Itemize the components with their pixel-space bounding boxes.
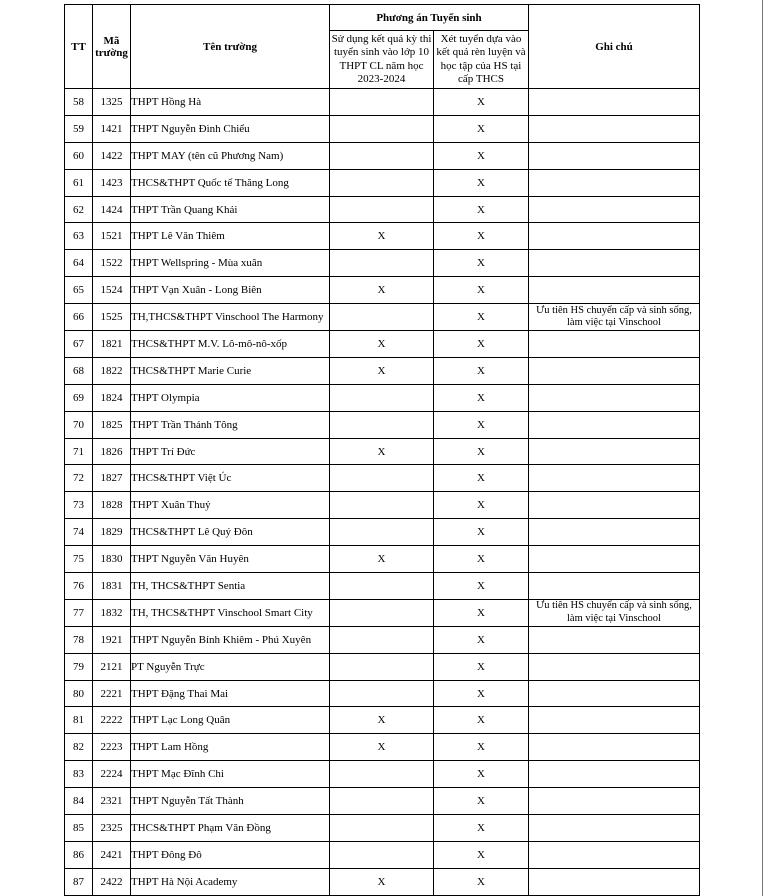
table-row [65, 304, 700, 331]
row-xet-tuyen: X [434, 519, 529, 546]
row-ma-truong: 2224 [93, 761, 131, 788]
row-su-dung-ket-qua-thi [330, 411, 434, 438]
table-row [65, 277, 700, 304]
row-ten-truong: THPT Nguyễn Bỉnh Khiêm - Phú Xuyên [131, 626, 330, 653]
row-ghi-chu [529, 573, 700, 600]
row-ma-truong: 1525 [93, 304, 131, 331]
row-tt: 72 [65, 465, 93, 492]
row-ten-truong: THPT Nguyễn Đình Chiểu [131, 115, 330, 142]
table-row [65, 169, 700, 196]
row-ten-truong: THPT Mạc Đĩnh Chi [131, 761, 330, 788]
row-su-dung-ket-qua-thi: X [330, 868, 434, 895]
table-row [65, 680, 700, 707]
row-tt: 64 [65, 250, 93, 277]
row-ghi-chu [529, 465, 700, 492]
row-xet-tuyen: X [434, 707, 529, 734]
row-ten-truong: THPT Nguyễn Tất Thành [131, 788, 330, 815]
row-ghi-chu [529, 815, 700, 842]
page-edge [762, 0, 763, 896]
row-tt: 63 [65, 223, 93, 250]
row-ten-truong: THPT Hồng Hà [131, 89, 330, 116]
row-ghi-chu [529, 653, 700, 680]
row-xet-tuyen: X [434, 465, 529, 492]
row-ten-truong: TH,THCS&THPT Vinschool The Harmony [131, 304, 330, 331]
row-xet-tuyen: X [434, 788, 529, 815]
row-ma-truong: 1827 [93, 465, 131, 492]
header-xet-tuyen: Xét tuyển dựa vào kết quả rèn luyện và học tập của HS tại cấp THCS [434, 31, 529, 89]
table-row [65, 331, 700, 358]
table-row [65, 707, 700, 734]
row-ghi-chu [529, 250, 700, 277]
row-ten-truong: THCS&THPT M.V. Lô-mô-nô-xốp [131, 331, 330, 358]
row-ma-truong: 1828 [93, 492, 131, 519]
row-ten-truong: THCS&THPT Phạm Văn Đồng [131, 815, 330, 842]
table-row [65, 384, 700, 411]
row-ghi-chu [529, 788, 700, 815]
table-row [65, 142, 700, 169]
row-xet-tuyen: X [434, 169, 529, 196]
row-tt: 83 [65, 761, 93, 788]
row-ghi-chu [529, 277, 700, 304]
row-xet-tuyen: X [434, 115, 529, 142]
row-ghi-chu [529, 680, 700, 707]
row-tt: 81 [65, 707, 93, 734]
header-ten-truong: Tên trường [131, 5, 330, 89]
table-row [65, 411, 700, 438]
row-ma-truong: 1829 [93, 519, 131, 546]
row-ma-truong: 2421 [93, 841, 131, 868]
row-tt: 75 [65, 546, 93, 573]
row-ma-truong: 2221 [93, 680, 131, 707]
row-su-dung-ket-qua-thi: X [330, 277, 434, 304]
row-xet-tuyen: X [434, 331, 529, 358]
row-xet-tuyen: X [434, 626, 529, 653]
admissions-table [64, 4, 700, 896]
row-xet-tuyen: X [434, 357, 529, 384]
row-ten-truong: THPT MAY (tên cũ Phương Nam) [131, 142, 330, 169]
row-xet-tuyen: X [434, 277, 529, 304]
row-xet-tuyen: X [434, 841, 529, 868]
table-row [65, 734, 700, 761]
row-su-dung-ket-qua-thi: X [330, 546, 434, 573]
row-su-dung-ket-qua-thi [330, 384, 434, 411]
row-ghi-chu [529, 707, 700, 734]
row-ten-truong: TH, THCS&THPT Sentia [131, 573, 330, 600]
table-row [65, 841, 700, 868]
row-tt: 58 [65, 89, 93, 116]
row-xet-tuyen: X [434, 734, 529, 761]
table-row [65, 115, 700, 142]
row-tt: 60 [65, 142, 93, 169]
row-su-dung-ket-qua-thi [330, 653, 434, 680]
table-row [65, 761, 700, 788]
row-ten-truong: THCS&THPT Marie Curie [131, 357, 330, 384]
row-ten-truong: THPT Trần Quang Khải [131, 196, 330, 223]
row-ghi-chu: Ưu tiên HS chuyển cấp và sinh sống, làm việc tại Vinschool [529, 304, 700, 331]
row-ten-truong: PT Nguyễn Trực [131, 653, 330, 680]
row-tt: 78 [65, 626, 93, 653]
row-tt: 74 [65, 519, 93, 546]
row-su-dung-ket-qua-thi: X [330, 707, 434, 734]
row-ghi-chu [529, 169, 700, 196]
table-row [65, 599, 700, 626]
table-row [65, 492, 700, 519]
row-ma-truong: 1832 [93, 599, 131, 626]
row-ghi-chu [529, 761, 700, 788]
row-su-dung-ket-qua-thi [330, 196, 434, 223]
row-ten-truong: THPT Lam Hồng [131, 734, 330, 761]
row-ten-truong: THPT Trần Thánh Tông [131, 411, 330, 438]
row-xet-tuyen: X [434, 653, 529, 680]
row-tt: 86 [65, 841, 93, 868]
row-ma-truong: 1821 [93, 331, 131, 358]
row-tt: 82 [65, 734, 93, 761]
row-ma-truong: 1423 [93, 169, 131, 196]
row-xet-tuyen: X [434, 196, 529, 223]
row-tt: 68 [65, 357, 93, 384]
row-su-dung-ket-qua-thi [330, 573, 434, 600]
row-xet-tuyen: X [434, 223, 529, 250]
row-xet-tuyen: X [434, 89, 529, 116]
table-row [65, 868, 700, 895]
row-su-dung-ket-qua-thi [330, 250, 434, 277]
row-ma-truong: 1422 [93, 142, 131, 169]
table-row [65, 815, 700, 842]
row-ghi-chu [529, 519, 700, 546]
row-su-dung-ket-qua-thi [330, 519, 434, 546]
row-ghi-chu [529, 438, 700, 465]
row-ten-truong: THPT Nguyễn Văn Huyên [131, 546, 330, 573]
row-ghi-chu [529, 142, 700, 169]
row-ghi-chu [529, 868, 700, 895]
table-row [65, 573, 700, 600]
table-row [65, 250, 700, 277]
row-su-dung-ket-qua-thi: X [330, 357, 434, 384]
row-tt: 80 [65, 680, 93, 707]
row-ghi-chu [529, 196, 700, 223]
row-ghi-chu: Ưu tiên HS chuyển cấp và sinh sống, làm việc tại Vinschool [529, 599, 700, 626]
row-ten-truong: THPT Olympia [131, 384, 330, 411]
row-xet-tuyen: X [434, 384, 529, 411]
row-ten-truong: THPT Đặng Thai Mai [131, 680, 330, 707]
row-xet-tuyen: X [434, 546, 529, 573]
row-xet-tuyen: X [434, 868, 529, 895]
row-ma-truong: 1822 [93, 357, 131, 384]
table-row [65, 196, 700, 223]
row-tt: 61 [65, 169, 93, 196]
row-ghi-chu [529, 492, 700, 519]
row-ma-truong: 1825 [93, 411, 131, 438]
row-ma-truong: 1831 [93, 573, 131, 600]
row-ma-truong: 1921 [93, 626, 131, 653]
row-xet-tuyen: X [434, 438, 529, 465]
row-tt: 67 [65, 331, 93, 358]
row-xet-tuyen: X [434, 761, 529, 788]
table-row [65, 357, 700, 384]
row-tt: 59 [65, 115, 93, 142]
row-ma-truong: 1521 [93, 223, 131, 250]
row-tt: 87 [65, 868, 93, 895]
row-su-dung-ket-qua-thi: X [330, 331, 434, 358]
row-ma-truong: 2321 [93, 788, 131, 815]
row-ma-truong: 1824 [93, 384, 131, 411]
row-tt: 69 [65, 384, 93, 411]
row-xet-tuyen: X [434, 250, 529, 277]
row-ten-truong: THCS&THPT Lê Quý Đôn [131, 519, 330, 546]
row-ten-truong: THPT Wellspring - Mùa xuân [131, 250, 330, 277]
row-xet-tuyen: X [434, 815, 529, 842]
row-xet-tuyen: X [434, 492, 529, 519]
table-row [65, 546, 700, 573]
row-ghi-chu [529, 734, 700, 761]
row-su-dung-ket-qua-thi: X [330, 223, 434, 250]
row-su-dung-ket-qua-thi [330, 142, 434, 169]
row-ghi-chu [529, 331, 700, 358]
row-xet-tuyen: X [434, 573, 529, 600]
row-su-dung-ket-qua-thi [330, 761, 434, 788]
row-ma-truong: 1826 [93, 438, 131, 465]
header-ghi-chu: Ghi chú [529, 5, 700, 89]
row-ma-truong: 2222 [93, 707, 131, 734]
row-tt: 62 [65, 196, 93, 223]
row-tt: 77 [65, 599, 93, 626]
row-su-dung-ket-qua-thi [330, 815, 434, 842]
row-tt: 84 [65, 788, 93, 815]
row-su-dung-ket-qua-thi [330, 680, 434, 707]
row-ten-truong: THCS&THPT Việt Úc [131, 465, 330, 492]
table-row [65, 465, 700, 492]
row-ghi-chu [529, 626, 700, 653]
row-xet-tuyen: X [434, 680, 529, 707]
row-ten-truong: THPT Lạc Long Quân [131, 707, 330, 734]
row-tt: 79 [65, 653, 93, 680]
row-su-dung-ket-qua-thi [330, 465, 434, 492]
row-ma-truong: 1325 [93, 89, 131, 116]
table-row [65, 223, 700, 250]
header-phuong-an: Phương án Tuyển sinh [330, 5, 529, 31]
row-su-dung-ket-qua-thi [330, 788, 434, 815]
header-tt: TT [65, 5, 93, 89]
row-tt: 71 [65, 438, 93, 465]
table-row [65, 438, 700, 465]
row-ma-truong: 2325 [93, 815, 131, 842]
row-ten-truong: THCS&THPT Quốc tế Thăng Long [131, 169, 330, 196]
row-ten-truong: THPT Hà Nội Academy [131, 868, 330, 895]
row-ma-truong: 1421 [93, 115, 131, 142]
row-ghi-chu [529, 223, 700, 250]
row-tt: 76 [65, 573, 93, 600]
row-ghi-chu [529, 411, 700, 438]
table-row [65, 626, 700, 653]
row-tt: 73 [65, 492, 93, 519]
row-ma-truong: 2121 [93, 653, 131, 680]
row-ghi-chu [529, 841, 700, 868]
row-su-dung-ket-qua-thi: X [330, 734, 434, 761]
row-ma-truong: 1524 [93, 277, 131, 304]
row-tt: 65 [65, 277, 93, 304]
row-ten-truong: THPT Xuân Thuỷ [131, 492, 330, 519]
row-su-dung-ket-qua-thi [330, 304, 434, 331]
row-su-dung-ket-qua-thi [330, 841, 434, 868]
table-row [65, 788, 700, 815]
row-ten-truong: THPT Vạn Xuân - Long Biên [131, 277, 330, 304]
table-row [65, 89, 700, 116]
header-ma-truong: Mã trường [93, 5, 131, 89]
row-ten-truong: THPT Đông Đô [131, 841, 330, 868]
row-xet-tuyen: X [434, 142, 529, 169]
row-su-dung-ket-qua-thi [330, 626, 434, 653]
row-ma-truong: 1830 [93, 546, 131, 573]
row-su-dung-ket-qua-thi [330, 492, 434, 519]
row-xet-tuyen: X [434, 304, 529, 331]
table-row [65, 519, 700, 546]
row-xet-tuyen: X [434, 411, 529, 438]
row-ma-truong: 1522 [93, 250, 131, 277]
row-ma-truong: 2422 [93, 868, 131, 895]
row-tt: 85 [65, 815, 93, 842]
row-ten-truong: TH, THCS&THPT Vinschool Smart City [131, 599, 330, 626]
row-su-dung-ket-qua-thi [330, 599, 434, 626]
row-ten-truong: THPT Lê Văn Thiêm [131, 223, 330, 250]
row-tt: 70 [65, 411, 93, 438]
row-ghi-chu [529, 384, 700, 411]
table-body [65, 89, 700, 896]
row-su-dung-ket-qua-thi: X [330, 438, 434, 465]
row-su-dung-ket-qua-thi [330, 169, 434, 196]
row-su-dung-ket-qua-thi [330, 89, 434, 116]
row-tt: 66 [65, 304, 93, 331]
row-xet-tuyen: X [434, 599, 529, 626]
row-ghi-chu [529, 357, 700, 384]
row-ghi-chu [529, 89, 700, 116]
row-ma-truong: 2223 [93, 734, 131, 761]
table-row [65, 653, 700, 680]
row-ghi-chu [529, 546, 700, 573]
row-su-dung-ket-qua-thi [330, 115, 434, 142]
row-ten-truong: THPT Trí Đức [131, 438, 330, 465]
row-ma-truong: 1424 [93, 196, 131, 223]
header-su-dung-ket-qua-thi: Sử dụng kết quả kỳ thi tuyển sinh vào lớp 10 THPT CL năm học 2023-2024 [330, 31, 434, 89]
row-ghi-chu [529, 115, 700, 142]
